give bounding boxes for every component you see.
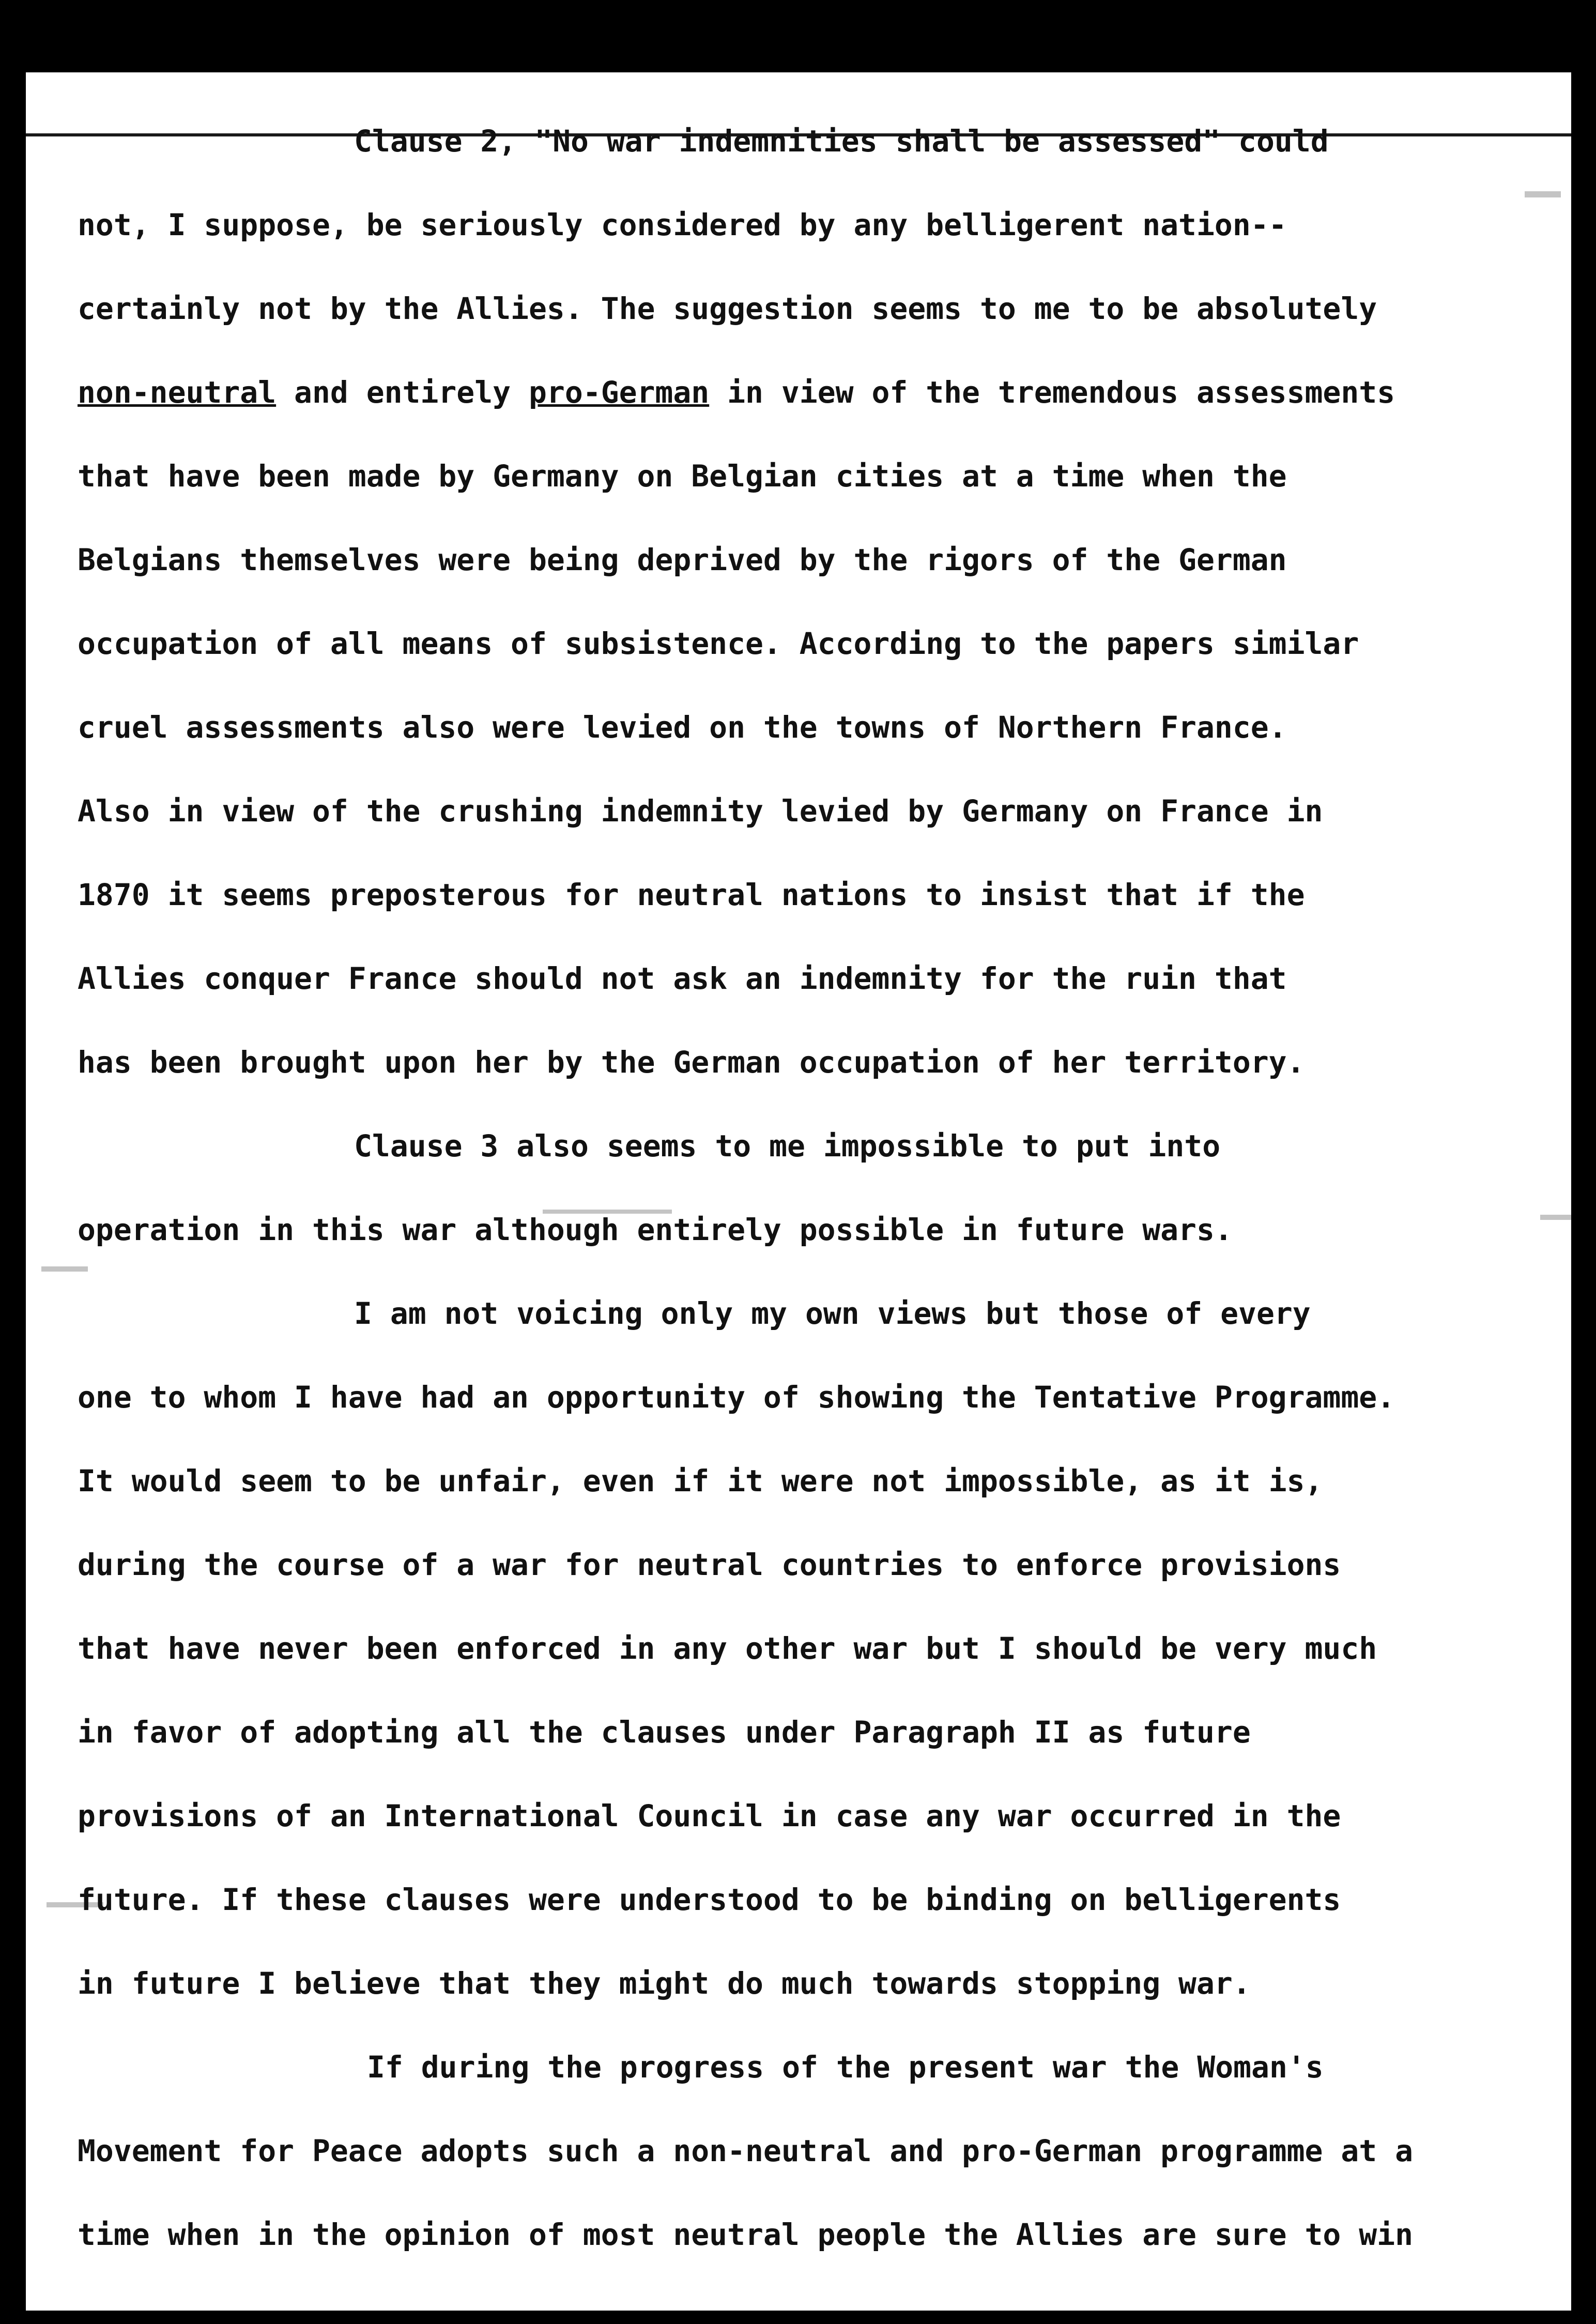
text-span: in view of the tremendous assessments [709, 375, 1395, 410]
paragraph-womans-movement [78, 2025, 1545, 2276]
text-line: Allies conquer France should not ask an indemnity for the ruin that [78, 961, 1287, 996]
paragraph-clause-2 [78, 99, 1545, 1104]
paragraph-views [78, 1272, 1545, 2025]
text-line: not, I suppose, be seriously considered by any belligerent nation-- [78, 207, 1287, 242]
document-page [26, 72, 1571, 2311]
text-line: I am not voicing only my own views but those of every [354, 1296, 1311, 1331]
text-line: occupation of all means of subsistence. According to the papers similar [78, 626, 1359, 661]
text-line: has been brought upon her by the German occupation of her territory. [78, 1045, 1305, 1080]
text-line: Also in view of the crushing indemnity levied by Germany on France in [78, 793, 1323, 829]
text-line: It would seem to be unfair, even if it were not impossible, as it is, [78, 1463, 1323, 1499]
text-line: time when in the opinion of most neutral people the Allies are sure to win [78, 2217, 1414, 2252]
text-line: operation in this war although entirely possible in future wars. [78, 1212, 1233, 1247]
text-line: provisions of an International Council in case any war occurred in the [78, 1798, 1341, 1833]
text-line: that have never been enforced in any other war but I should be very much [78, 1631, 1377, 1666]
text-span: and entirely [276, 375, 529, 410]
text-line: that have been made by Germany on Belgian cities at a time when the [78, 458, 1287, 494]
text-line: 1870 it seems preposterous for neutral nations to insist that if the [78, 877, 1305, 912]
document-body [78, 99, 1545, 2276]
text-line: cruel assessments also were levied on the towns of Northern France. [78, 710, 1287, 745]
text-line: Clause 2, "No war indemnities shall be assessed" could [354, 124, 1329, 159]
text-line: in favor of adopting all the clauses under Paragraph II as future [78, 1715, 1251, 1750]
paragraph-clause-3 [78, 1104, 1545, 1272]
text-line: Belgians themselves were being deprived by the rigors of the German [78, 542, 1287, 577]
text-line: in future I believe that they might do much towards stopping war. [78, 1966, 1251, 2001]
text-line: future. If these clauses were understood to be binding on belligerents [78, 1882, 1341, 1917]
underlined-phrase: pro-German [528, 375, 710, 410]
text-line: If during the progress of the present war the Woman's [367, 2050, 1324, 2085]
text-line: during the course of a war for neutral countries to enforce provisions [78, 1547, 1341, 1582]
text-line: Movement for Peace adopts such a non-neutral and pro-German programme at a [78, 2133, 1414, 2168]
underlined-phrase: non-neutral [78, 375, 277, 410]
text-line: one to whom I have had an opportunity of showing the Tentative Programme. [78, 1380, 1395, 1415]
text-line: certainly not by the Allies. The suggestion seems to me to be absolutely [78, 291, 1377, 326]
text-line: Clause 3 also seems to me impossible to put into [354, 1128, 1221, 1164]
text-line [78, 350, 1545, 434]
